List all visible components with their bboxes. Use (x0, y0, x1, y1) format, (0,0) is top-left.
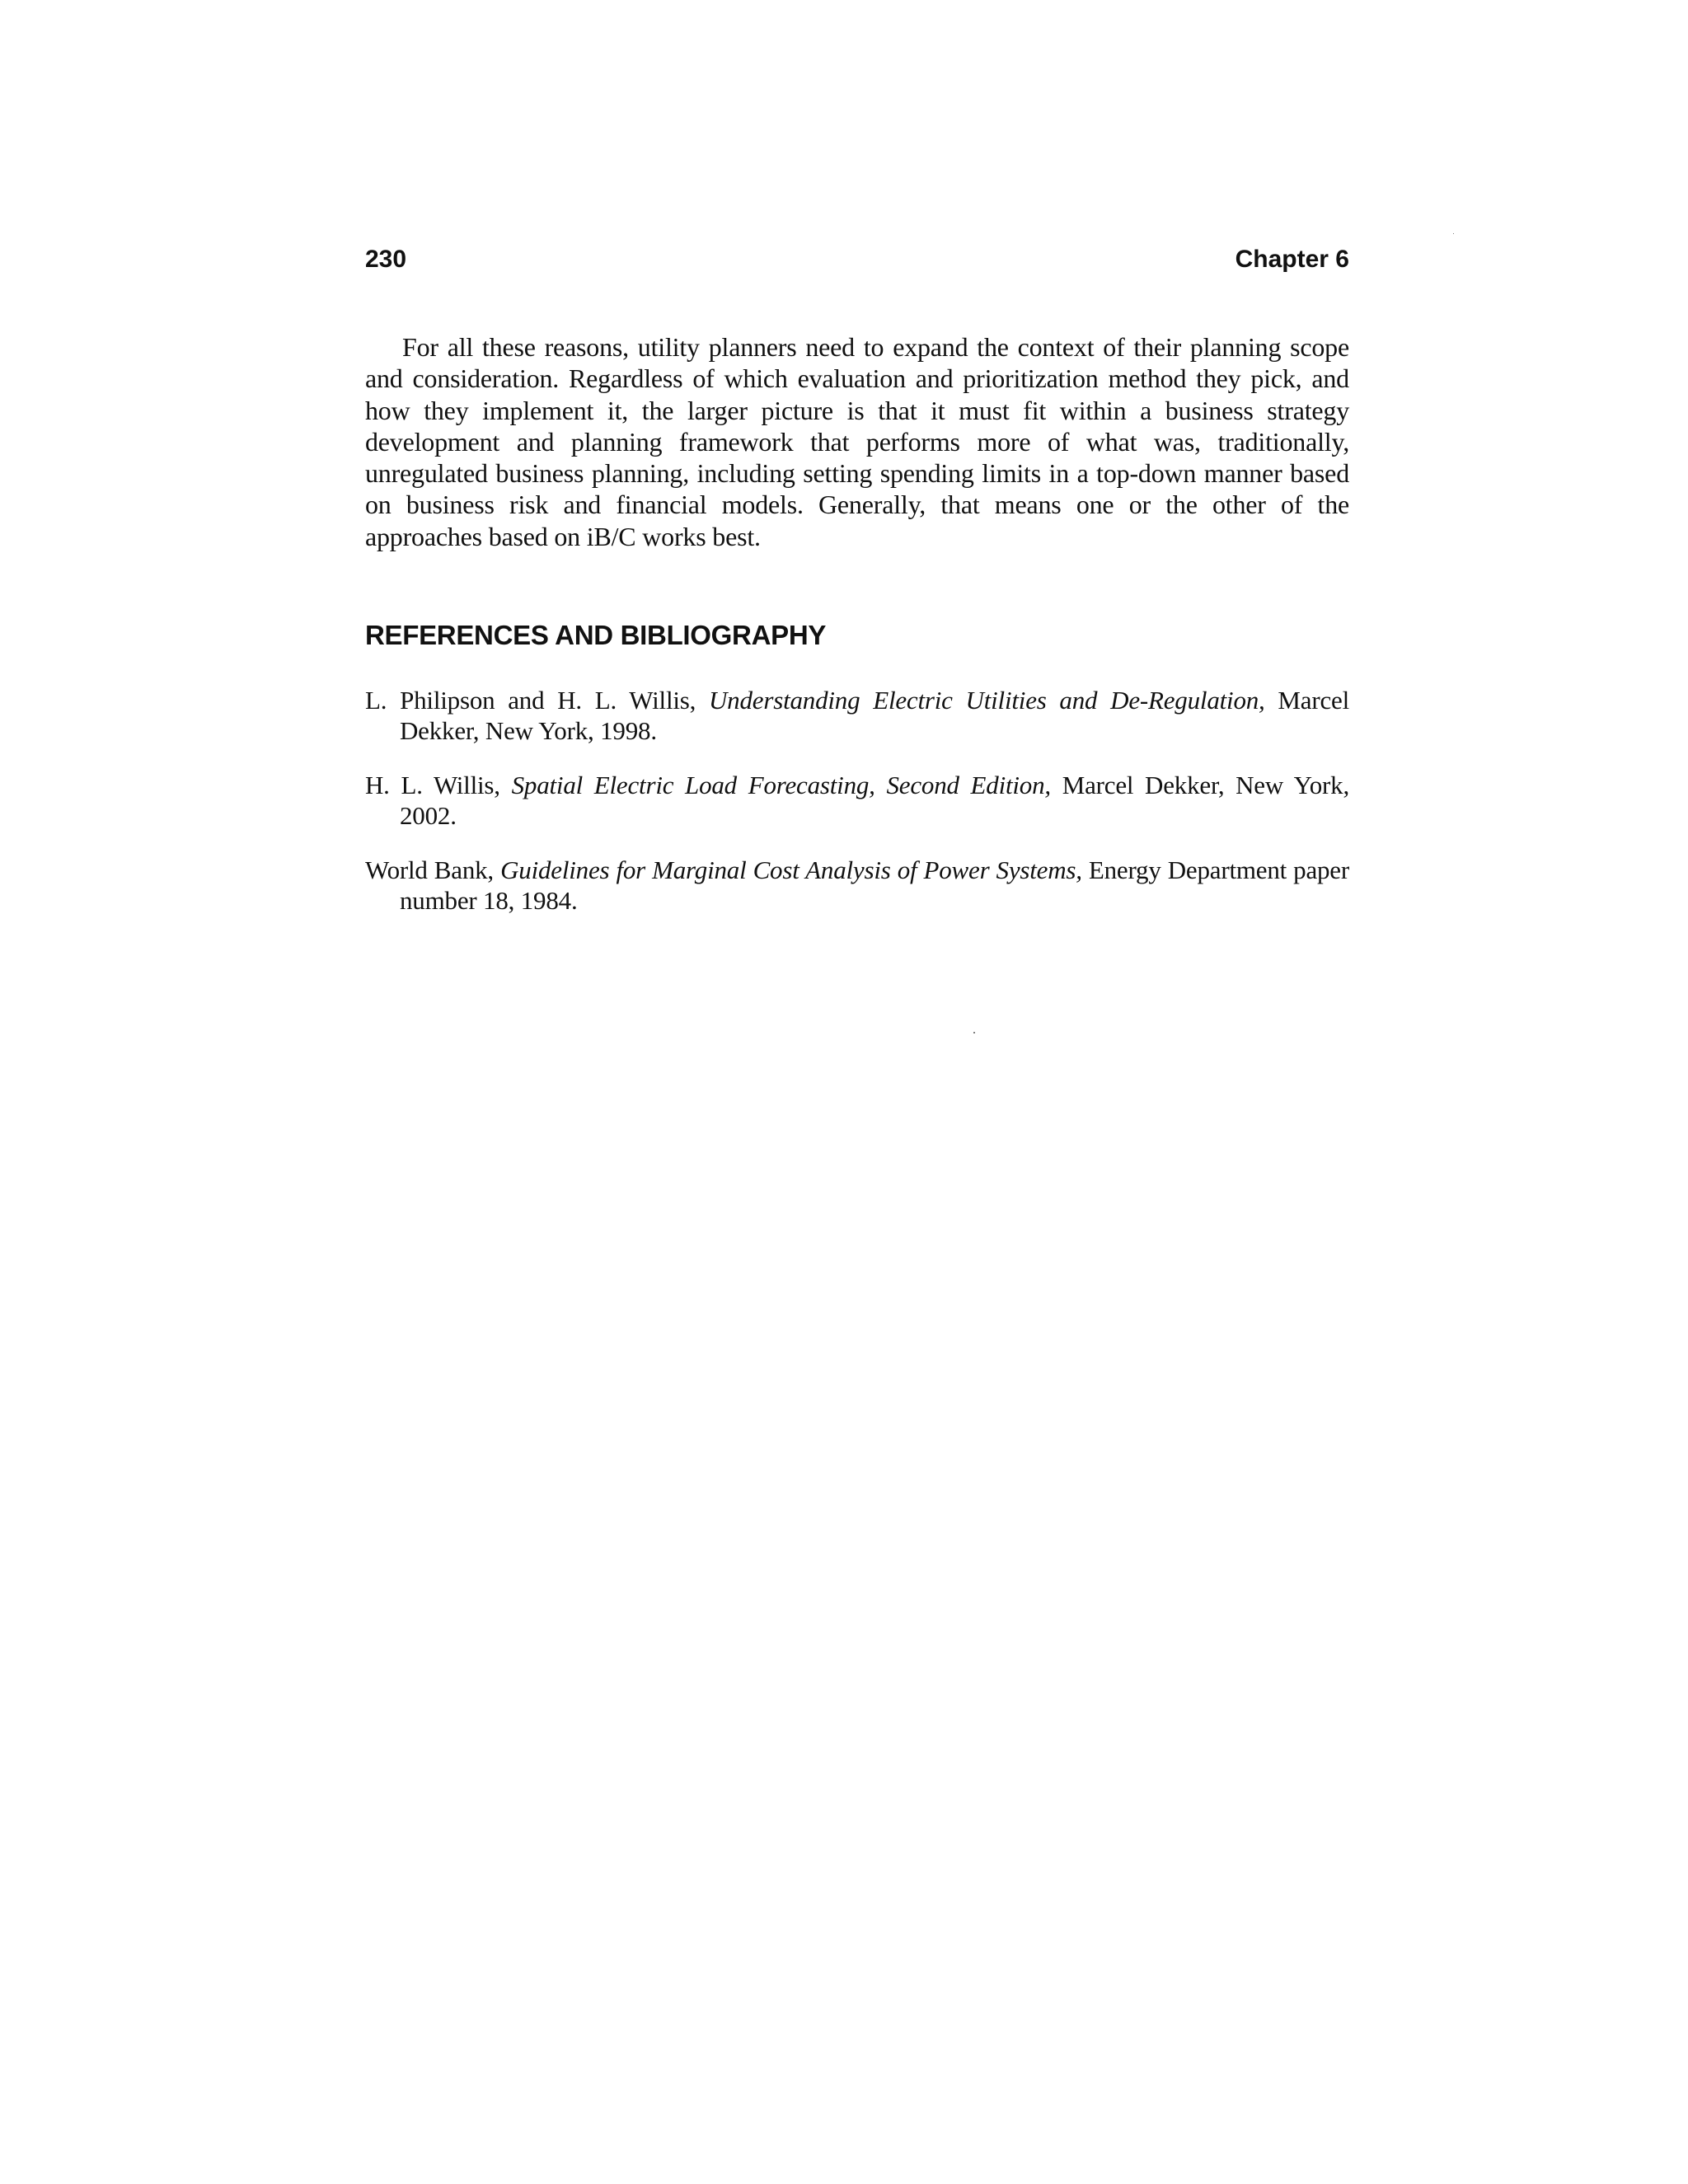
reference-authors: H. L. Willis, (365, 771, 512, 800)
reference-title: Spatial Electric Load Forecasting, Second Edition, (511, 771, 1051, 800)
reference-title: Understanding Electric Utilities and De-Regulation, (709, 686, 1265, 715)
scan-speck (973, 1032, 975, 1033)
reference-item (365, 770, 1349, 831)
page-number: 230 (365, 246, 407, 273)
reference-publisher: Energy Department paper number 18, 1984. (400, 855, 1349, 916)
text-column (365, 247, 1349, 940)
reference-publisher: Marcel Dekker, New York, 2002. (400, 771, 1350, 831)
reference-list (365, 685, 1349, 916)
body-paragraph: For all these reasons, utility planners need to expand the context of their planning scope and consideration. Regardless of which evaluation and prioritization method they pick, and how they implement it, the larger picture is that it must fit within a business strategy development and planning framework that performs more of what was, traditionally, unregulated business planning, including setting spending limits in a top-down manner based on business risk and financial models. Generally, that means one or the other of the approaches based on iB/C works best. (365, 332, 1349, 551)
reference-title: Guidelines for Marginal Cost Analysis of Power Systems, (500, 855, 1082, 885)
reference-authors: L. Philipson and H. L. Willis, (365, 686, 709, 715)
reference-item (365, 685, 1349, 746)
chapter-label: Chapter 6 (1235, 246, 1349, 273)
references-heading: REFERENCES AND BIBLIOGRAPHY (365, 620, 827, 651)
reference-authors: World Bank, (365, 855, 501, 885)
reference-publisher: Marcel Dekker, New York, 1998. (400, 686, 1349, 746)
scan-speck (1453, 233, 1454, 234)
running-header (365, 247, 1349, 280)
reference-item (365, 855, 1349, 916)
